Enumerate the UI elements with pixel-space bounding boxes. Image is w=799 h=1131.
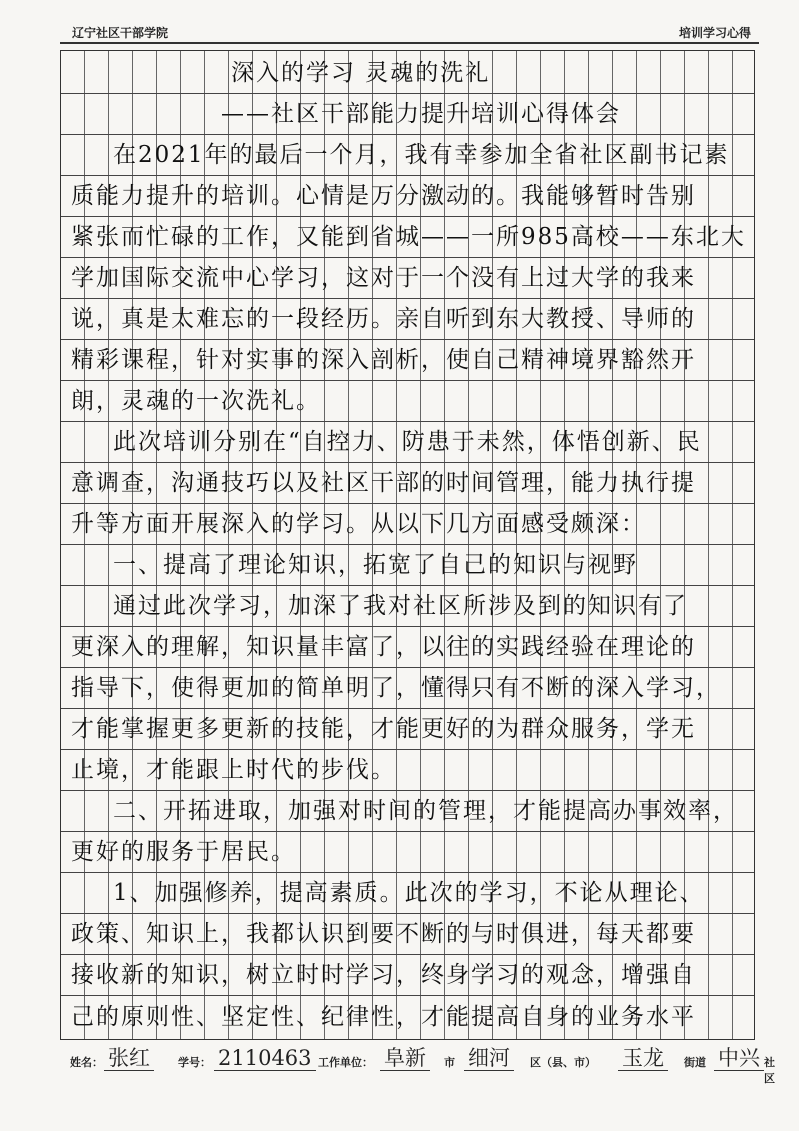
- section-heading-line: [61, 543, 754, 586]
- city-label: 市: [444, 1056, 455, 1069]
- text-line: 此次培训分别在“自控力、防患于未然，体悟创新、民: [61, 420, 754, 463]
- essay-title-line: [61, 51, 754, 94]
- institution-name: 辽宁社区干部学院: [72, 26, 169, 40]
- community-label: 社区: [764, 1056, 775, 1085]
- text-line: 升等方面开展深入的学习。从以下几方面感受颇深：: [61, 502, 754, 545]
- text-line: 在2021年的最后一个月，我有幸参加全省社区副书记素: [61, 133, 754, 176]
- text-line: 己的原则性、坚定性、纪律性，才能提高自身的业务水平: [71, 1004, 696, 1030]
- community-value: 中兴: [714, 1046, 764, 1071]
- name-label: 姓名：: [70, 1056, 103, 1069]
- text-line: 接收新的知识，树立时时学习，终身学习的观念，增强自: [61, 953, 754, 996]
- essay-subtitle: ——社区干部能力提升培训心得体会: [221, 101, 621, 127]
- text-line: 止境，才能跟上时代的步伐。: [61, 748, 754, 791]
- text-line: 意调查，沟通技巧以及社区干部的时间管理，能力执行提: [61, 461, 754, 504]
- street-label: 街道: [684, 1056, 706, 1069]
- text-line: 政策、知识上，我都认识到要不断的与时俱进，每天都要: [61, 912, 754, 955]
- text-line: 指导下，使得更加的简单明了，懂得只有不断的深入学习，: [61, 666, 754, 709]
- ruled-writing-sheet: [60, 50, 755, 1040]
- essay-subtitle-line: [61, 92, 754, 135]
- text-line: 通过此次学习，加深了我对社区所涉及到的知识有了: [61, 584, 754, 627]
- text-line: 更好的服务于居民。: [61, 830, 754, 873]
- text-line: 质能力提升的培训。心情是万分激动的。我能够暂时告别: [61, 174, 754, 217]
- section-heading: 二、开拓进取，加强对时间的管理，才能提高办事效率，: [113, 798, 738, 824]
- district-value: 细河: [464, 1046, 514, 1071]
- text-line: 才能掌握更多更新的技能，才能更好的为群众服务，学无: [61, 707, 754, 750]
- section-heading: 一、提高了理论知识，拓宽了自己的知识与视野: [113, 552, 638, 578]
- student-id-value: 2110463: [214, 1046, 316, 1071]
- city-value: 阜新: [380, 1046, 430, 1071]
- text-line: 说，真是太难忘的一段经历。亲自听到东大教授、导师的: [61, 297, 754, 340]
- page-header: [60, 18, 759, 42]
- text-line: 精彩课程，针对实事的深入剖析，使自己精神境界豁然开: [61, 338, 754, 381]
- text-line: 紧张而忙碌的工作，又能到省城——一所985高校——东北大: [61, 215, 754, 258]
- district-label: 区（县、市）: [530, 1056, 596, 1069]
- document-type: 培训学习心得: [678, 26, 751, 40]
- header-divider: [60, 42, 759, 44]
- text-line: 1、加强修养，提高素质。此次的学习，不论从理论、: [61, 871, 754, 914]
- street-value: 玉龙: [618, 1046, 668, 1071]
- name-value: 张红: [104, 1046, 154, 1071]
- text-line: 更深入的理解，知识量丰富了，以往的实践经验在理论的: [61, 625, 754, 668]
- student-info-footer: [70, 1046, 775, 1085]
- essay-title: 深入的学习 灵魂的洗礼: [231, 60, 491, 86]
- work-unit-label: 工作单位：: [318, 1056, 373, 1069]
- student-id-label: 学号：: [178, 1056, 211, 1069]
- section-heading-line: [61, 789, 754, 832]
- text-line: 朗，灵魂的一次洗礼。: [61, 379, 754, 422]
- text-line: 学加国际交流中心学习，这对于一个没有上过大学的我来: [61, 256, 754, 299]
